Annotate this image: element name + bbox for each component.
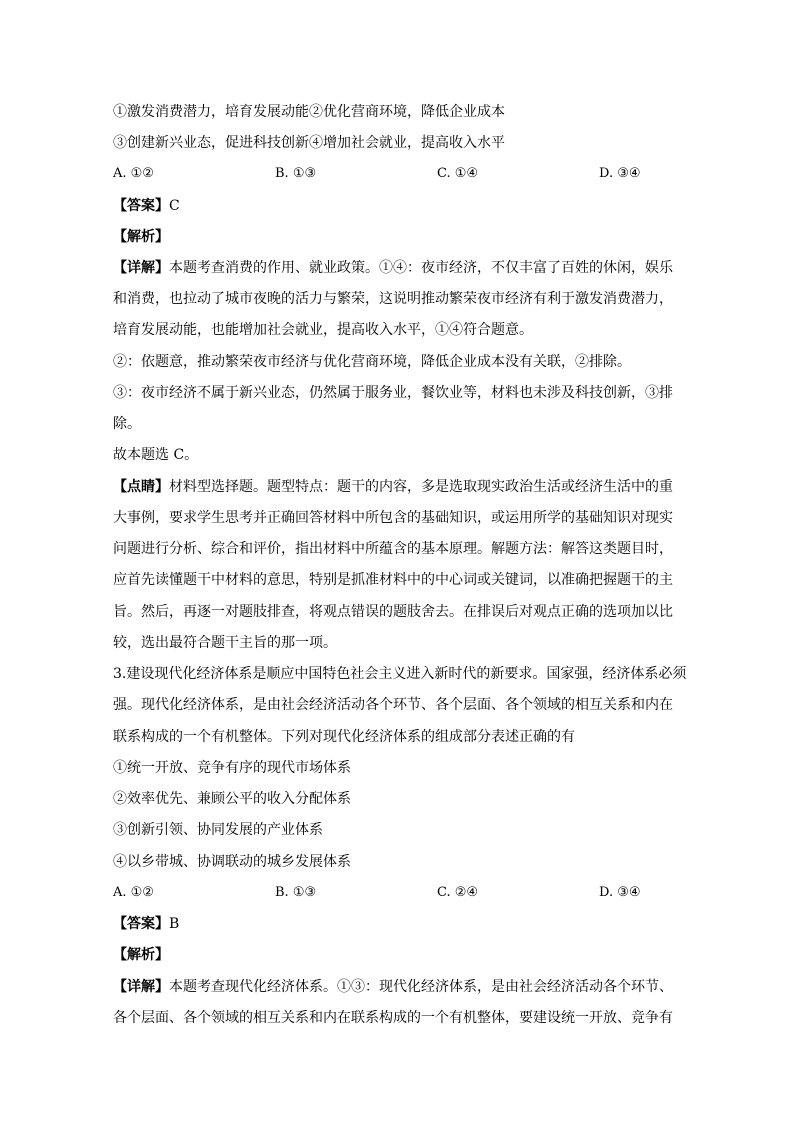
q3-detail-line-2: 各个层面、各个领域的相互关系和内在联系构成的一个有机整体，要建设统一开放、竞争有 (113, 1010, 673, 1026)
q3-item-2: ②效率优先、兼顾公平的收入分配体系 (113, 791, 351, 807)
q3-item-4: ④以乡带城、协调联动的城乡发展体系 (113, 854, 351, 870)
q3-answer (113, 914, 179, 934)
q2-option-c: C. ①④ (437, 166, 479, 181)
answer-label: 【答案】 (113, 916, 169, 932)
q2-item-line-1: ①激发消费潜力，培育发展动能②优化营商环境，降低企业成本 (113, 104, 505, 120)
q2-option-b: B. ①③ (275, 166, 317, 181)
q2-detail-line-4: ②：依题意，推动繁荣夜市经济与优化营商环境，降低企业成本没有关联，②排除。 (113, 354, 631, 370)
q3-option-d: D. ③④ (599, 885, 641, 900)
detail-text: 本题考查现代化经济体系。①③：现代化经济体系，是由社会经济活动各个环节、 (169, 979, 673, 995)
q2-tip-line-3: 问题进行分析、综合和评价，指出材料中所蕴含的基本原理。解题方法：解答这类题目时， (113, 541, 673, 557)
q2-detail-line-2: 和消费，也拉动了城市夜晚的活力与繁荣，这说明推动繁荣夜市经济有利于激发消费潜力， (113, 291, 673, 307)
answer-value: B (169, 916, 180, 932)
q3-analysis-label: 【解析】 (113, 947, 169, 963)
q2-option-d: D. ③④ (599, 166, 641, 181)
q2-detail-line-5: ③：夜市经济不属于新兴业态，仍然属于服务业，餐饮业等，材料也未涉及科技创新，③排 (113, 385, 673, 401)
q3-item-1: ①统一开放、竞争有序的现代市场体系 (113, 760, 351, 776)
detail-label: 【详解】 (113, 260, 169, 276)
q3-option-c: C. ②④ (437, 885, 479, 900)
q2-tip-line-6: 较，选出最符合题干主旨的那一项。 (113, 635, 337, 651)
q3-item-3: ③创新引领、协同发展的产业体系 (113, 822, 323, 838)
q2-answer (113, 196, 180, 216)
q3-option-a: A. ①② (113, 885, 154, 900)
q3-stem-line-1: 3.建设现代化经济体系是顺应中国特色社会主义进入新时代的新要求。国家强，经济体系必须 (113, 666, 687, 682)
q2-tip-line-2: 大事例，要求学生思考并正确回答材料中所包含的基础知识，或运用所学的基础知识对现实 (113, 510, 673, 526)
q2-detail-line-6: 除。 (113, 416, 141, 432)
tip-text: 材料型选择题。题型特点：题干的内容，多是选取现实政治生活或经济生活中的重 (169, 479, 673, 495)
answer-value: C (169, 198, 180, 214)
detail-label: 【详解】 (113, 979, 169, 995)
q2-item-line-2: ③创建新兴业态，促进科技创新④增加社会就业，提高收入水平 (113, 135, 505, 151)
q2-detail-line-7: 故本题选 C。 (113, 447, 199, 463)
q3-stem-line-3: 联系构成的一个有机整体。下列对现代化经济体系的组成部分表述正确的有 (113, 729, 575, 745)
q2-analysis-label: 【解析】 (113, 229, 169, 245)
tip-label: 【点睛】 (113, 479, 169, 495)
q2-option-a: A. ①② (113, 166, 154, 181)
q2-detail-line-1 (113, 258, 673, 278)
answer-label: 【答案】 (113, 198, 169, 214)
q3-option-b: B. ①③ (275, 885, 317, 900)
q2-detail-line-3: 培育发展动能，也能增加社会就业，提高收入水平，①④符合题意。 (113, 322, 533, 338)
q2-tip-line-4: 应首先读懂题干中材料的意思，特别是抓准材料中的中心词或关键词，以准确把握题干的主 (113, 572, 673, 588)
q3-detail-line-1 (113, 977, 673, 997)
detail-text: 本题考查消费的作用、就业政策。①④：夜市经济，不仅丰富了百姓的休闲，娱乐 (169, 260, 673, 276)
q3-stem-line-2: 强。现代化经济体系，是由社会经济活动各个环节、各个层面、各个领域的相互关系和内在 (113, 697, 673, 713)
q2-tip-line-5: 旨。然后，再逐一对题肢排查，将观点错误的题肢舍去。在排误后对观点正确的选项加以比 (113, 604, 673, 620)
q2-tip-line-1 (113, 477, 673, 497)
